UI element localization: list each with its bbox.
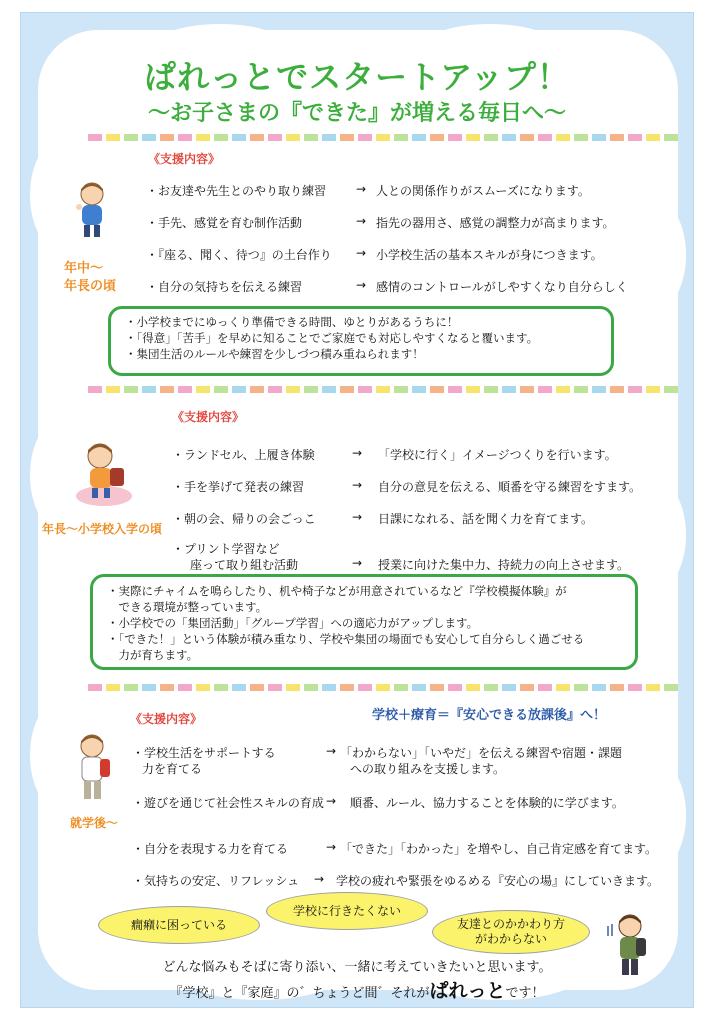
arrow: →	[326, 794, 337, 808]
section2-age: 年長～小学校入学の頃	[42, 522, 163, 536]
divider-dash	[178, 684, 192, 691]
divider-dash	[466, 684, 480, 691]
divider-dash	[358, 134, 372, 141]
divider-dash	[538, 134, 552, 141]
dotted-divider	[88, 386, 678, 393]
footer-slogan-pre: 『学校』と『家庭』の゛ちょうど間゛それが	[169, 986, 430, 1001]
divider-dash	[394, 386, 408, 393]
section3-item-left-cont: 力を育てる	[142, 762, 203, 776]
divider-dash	[286, 386, 300, 393]
section3-tagline: 学校＋療育＝『安心できる放課後』へ！	[372, 708, 607, 723]
divider-dash	[376, 134, 390, 141]
divider-dash	[358, 386, 372, 393]
footer-slogan-post: です！	[505, 986, 545, 1001]
divider-dash	[520, 134, 534, 141]
divider-dash	[628, 386, 642, 393]
divider-dash	[394, 684, 408, 691]
section1-item-right: 感情のコントロールがしやすくなり自分らしく	[376, 280, 628, 294]
divider-dash	[160, 134, 174, 141]
divider-dash	[466, 386, 480, 393]
divider-dash	[466, 134, 480, 141]
worry-bubble: 癇癪に困っている	[98, 906, 260, 944]
divider-dash	[646, 386, 660, 393]
divider-dash	[430, 386, 444, 393]
section2-item-left: ・手を挙げて発表の練習	[172, 480, 305, 494]
divider-dash	[592, 684, 606, 691]
section3-item-right: 「わからない」「いやだ」を伝える練習や宿題・課題	[340, 746, 623, 760]
divider-dash	[484, 386, 498, 393]
divider-dash	[196, 684, 210, 691]
divider-dash	[214, 134, 228, 141]
divider-dash	[502, 684, 516, 691]
divider-dash	[448, 134, 462, 141]
divider-dash	[106, 134, 120, 141]
worry-bubble: 学校に行きたくない	[266, 892, 428, 930]
arrow: →	[356, 182, 367, 196]
arrow: →	[352, 510, 363, 524]
divider-dash	[124, 684, 138, 691]
divider-dash	[178, 386, 192, 393]
section3-item-right: 順番、ルール、協力することを体験的に学びます。	[350, 796, 624, 810]
section1-label: 《支援内容》	[148, 152, 221, 166]
divider-dash	[340, 386, 354, 393]
dotted-divider	[88, 684, 678, 691]
footer-slogan	[0, 976, 714, 1003]
section1-item-right: 小学校生活の基本スキルが身につきます。	[376, 248, 603, 262]
divider-dash	[178, 134, 192, 141]
section3-item-right-cont: への取り組みを支援します。	[350, 762, 506, 776]
divider-dash	[214, 386, 228, 393]
divider-dash	[142, 386, 156, 393]
summary-line: ・集団生活のルールや練習を少しづつ積み重ねられます！	[125, 347, 424, 361]
divider-dash	[646, 134, 660, 141]
divider-dash	[268, 386, 282, 393]
divider-dash	[286, 134, 300, 141]
divider-dash	[610, 134, 624, 141]
divider-dash	[574, 134, 588, 141]
divider-dash	[412, 684, 426, 691]
summary-line: 力が育ちます。	[107, 648, 199, 662]
cloud-bump	[626, 480, 686, 590]
divider-dash	[232, 684, 246, 691]
divider-dash	[376, 386, 390, 393]
age-line: 年中～	[64, 261, 104, 276]
divider-dash	[484, 134, 498, 141]
summary-line: ・小学校までにゆっくり準備できる時間、ゆとりがあるうちに！	[125, 315, 459, 329]
section3-item-left: ・遊びを通じて社会性スキルの育成	[132, 796, 324, 810]
divider-dash	[448, 684, 462, 691]
divider-dash	[250, 684, 264, 691]
section2-item-right: 自分の意見を伝える、順番を守る練習をすます。	[378, 480, 642, 494]
arrow: →	[356, 214, 367, 228]
divider-dash	[412, 134, 426, 141]
divider-dash	[268, 684, 282, 691]
divider-dash	[592, 386, 606, 393]
divider-dash	[520, 386, 534, 393]
footer-message: どんな悩みもそばに寄り添い、一緒に考えていきたいと思います。	[162, 960, 552, 975]
child-randoseru-icon	[74, 438, 134, 508]
divider-dash	[628, 134, 642, 141]
divider-dash	[88, 386, 102, 393]
divider-dash	[88, 684, 102, 691]
section2-item-left: ・プリント学習など	[172, 542, 280, 556]
section3-label: 《支援内容》	[130, 712, 203, 726]
divider-dash	[574, 684, 588, 691]
divider-dash	[160, 684, 174, 691]
section2-label: 《支援内容》	[172, 410, 245, 424]
child-backpack-icon	[72, 732, 114, 804]
divider-dash	[592, 134, 606, 141]
divider-dash	[646, 684, 660, 691]
divider-dash	[268, 134, 282, 141]
divider-dash	[340, 134, 354, 141]
divider-dash	[196, 386, 210, 393]
divider-dash	[448, 386, 462, 393]
age-line: 年長の頃	[64, 279, 117, 294]
divider-dash	[304, 134, 318, 141]
section1-item-left: ・お友達や先生とのやり取り練習	[146, 184, 327, 198]
divider-dash	[232, 134, 246, 141]
divider-dash	[394, 134, 408, 141]
summary-line: ・小学校での「集団活動」「グループ学習」への適応力がアップします。	[107, 616, 479, 630]
summary-line: ・「できた！」という体験が積み重なり、学校や集団の場面でも安心して自分らしく過ごせる	[107, 632, 585, 646]
dotted-divider	[88, 134, 678, 141]
arrow: →	[352, 478, 363, 492]
divider-dash	[322, 684, 336, 691]
footer-brand: ぱれっと	[429, 980, 506, 1002]
divider-dash	[250, 134, 264, 141]
divider-dash	[556, 386, 570, 393]
divider-dash	[628, 684, 642, 691]
section1-item-right: 人との関係作りがスムーズになります。	[376, 184, 590, 198]
arrow: →	[352, 556, 363, 570]
section3-item-right: 「できた」「わかった」を増やし、自己肯定感を育てます。	[340, 842, 658, 856]
section2-item-right: 授業に向けた集中力、持続力の向上させます。	[378, 558, 630, 572]
divider-dash	[502, 386, 516, 393]
divider-dash	[106, 386, 120, 393]
section2-item-left: ・ランドセル、上履き体験	[172, 448, 315, 462]
divider-dash	[430, 134, 444, 141]
divider-dash	[322, 134, 336, 141]
page-title: ぱれっとでスタートアップ！	[144, 58, 570, 96]
divider-dash	[214, 684, 228, 691]
divider-dash	[376, 684, 390, 691]
divider-dash	[340, 684, 354, 691]
summary-line: ・「得意」「苦手」を早めに知ることでご家庭でも対応しやすくなると覆います。	[125, 331, 539, 345]
section2-item-right: 「学校に行く」イメージつくりを行います。	[378, 448, 617, 462]
section1-item-left: ・手先、感覚を育む制作活動	[146, 216, 303, 230]
child-wave-icon	[72, 180, 112, 240]
divider-dash	[664, 386, 678, 393]
divider-dash	[610, 386, 624, 393]
divider-dash	[412, 386, 426, 393]
divider-dash	[106, 684, 120, 691]
divider-dash	[538, 386, 552, 393]
section2-item-right: 日課になれる、話を聞く力を育てます。	[378, 512, 594, 526]
divider-dash	[304, 386, 318, 393]
divider-dash	[304, 684, 318, 691]
cloud-bump	[626, 200, 686, 310]
section3-item-right: 学校の疲れや緊張をゆるめる『安心の場』にしていきます。	[336, 874, 660, 888]
section3-item-left: ・気持ちの安定、リフレッシュ	[132, 874, 300, 888]
arrow: →	[326, 840, 337, 854]
divider-dash	[556, 684, 570, 691]
section1-item-left: ・『座る、聞く、待つ』の土台作り	[146, 248, 332, 262]
divider-dash	[664, 684, 678, 691]
arrow: →	[314, 872, 325, 886]
divider-dash	[430, 684, 444, 691]
section2-item-left-cont: 座って取り組む活動	[190, 558, 299, 572]
divider-dash	[574, 386, 588, 393]
divider-dash	[538, 684, 552, 691]
divider-dash	[286, 684, 300, 691]
divider-dash	[196, 134, 210, 141]
divider-dash	[502, 134, 516, 141]
section2-summary-box	[90, 574, 638, 670]
divider-dash	[520, 684, 534, 691]
divider-dash	[142, 684, 156, 691]
section1-summary-box	[108, 306, 614, 376]
arrow: →	[356, 278, 367, 292]
summary-line: できる環境が整っています。	[107, 600, 268, 614]
section3-item-left: ・学校生活をサポートする	[132, 746, 276, 760]
section1-item-right: 指先の器用さ、感覚の調整力が高まります。	[376, 216, 615, 230]
divider-dash	[232, 386, 246, 393]
arrow: →	[326, 744, 337, 758]
arrow: →	[356, 246, 367, 260]
divider-dash	[88, 134, 102, 141]
arrow: →	[352, 446, 363, 460]
summary-line: ・実際にチャイムを鳴らしたり、机や椅子などが用意されているなど『学校模擬体験』が	[107, 584, 567, 598]
divider-dash	[124, 386, 138, 393]
section1-item-left: ・自分の気持ちを伝える練習	[146, 280, 303, 294]
divider-dash	[358, 684, 372, 691]
divider-dash	[160, 386, 174, 393]
divider-dash	[484, 684, 498, 691]
divider-dash	[142, 134, 156, 141]
divider-dash	[664, 134, 678, 141]
page-subtitle: ～お子さまの『できた』が増える毎日へ～	[147, 101, 566, 126]
section2-item-left: ・朝の会、帰りの会ごっこ	[172, 512, 316, 526]
divider-dash	[610, 684, 624, 691]
divider-dash	[322, 386, 336, 393]
section1-age	[64, 260, 116, 296]
divider-dash	[250, 386, 264, 393]
divider-dash	[124, 134, 138, 141]
section3-item-left: ・自分を表現する力を育てる	[132, 842, 289, 856]
section3-age: 就学後～	[70, 816, 119, 830]
divider-dash	[556, 134, 570, 141]
worry-bubble: 友達とのかかわり方がわからない	[432, 910, 590, 954]
